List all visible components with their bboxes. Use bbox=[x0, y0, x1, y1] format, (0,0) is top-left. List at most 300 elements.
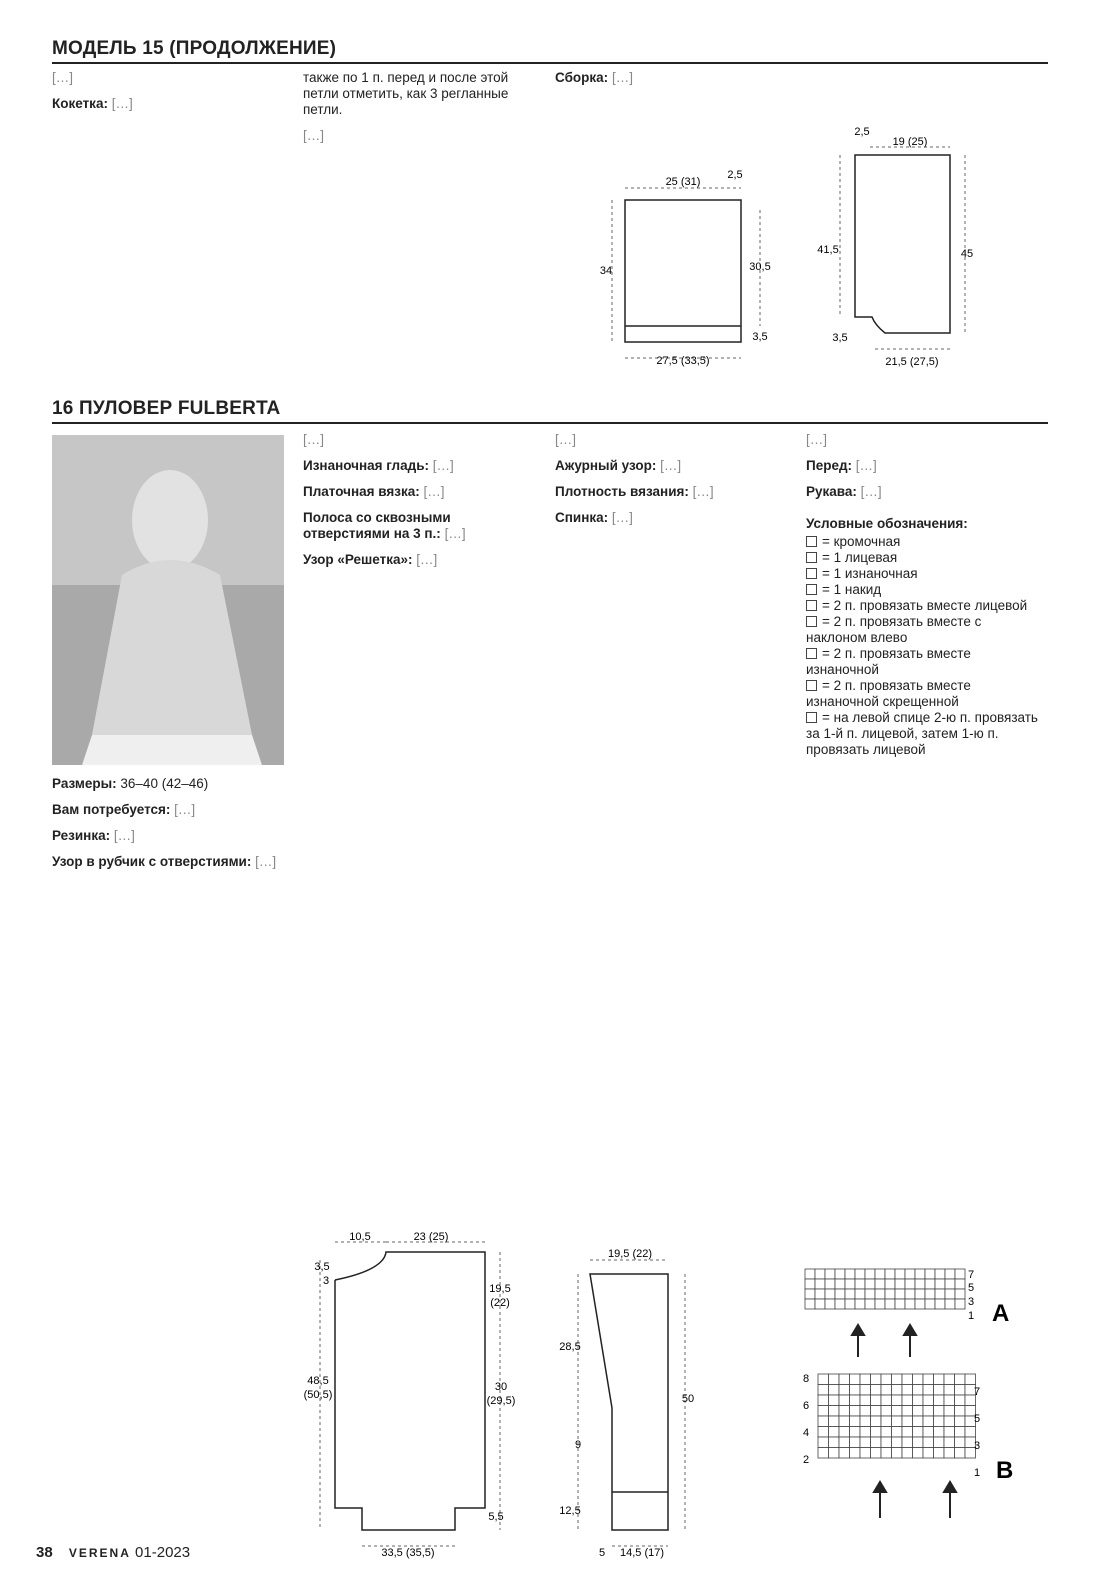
model16-column-2 bbox=[303, 432, 535, 578]
placeholder-text: […] bbox=[555, 432, 577, 447]
chart-b-diagram bbox=[800, 1368, 1050, 1528]
chart-cell bbox=[913, 1416, 924, 1427]
chart-cell bbox=[815, 1269, 825, 1279]
model16-column-4 bbox=[806, 432, 1044, 758]
schematic-label: 5 bbox=[598, 1547, 606, 1559]
chart-row-label: 3 bbox=[974, 1440, 981, 1452]
yoke-label: Кокетка: bbox=[52, 96, 108, 111]
lace-label: Ажурный узор: bbox=[555, 458, 657, 473]
schematic-label: (29,5) bbox=[486, 1395, 516, 1407]
chart-cell bbox=[955, 1279, 965, 1289]
chart-cell bbox=[913, 1374, 924, 1385]
chart-cell bbox=[825, 1299, 835, 1309]
chart-cell bbox=[934, 1406, 945, 1417]
legend-item: = 2 п. провязать вместе изнаночной bbox=[806, 646, 971, 677]
cross-symbol bbox=[806, 712, 817, 723]
page-footer bbox=[36, 1544, 190, 1561]
legend-item: = 1 накид bbox=[806, 582, 1044, 598]
chart-a-diagram bbox=[800, 1265, 1050, 1375]
schematic-label: 2,5 bbox=[854, 126, 870, 138]
legend-item: = 2 п. провязать вместе с наклоном влево bbox=[806, 614, 982, 645]
chart-cell bbox=[825, 1269, 835, 1279]
chart-cell bbox=[860, 1427, 871, 1438]
page-title-model16: 16 ПУЛОВЕР FULBERTA bbox=[52, 398, 281, 419]
assembly-label: Сборка: bbox=[555, 70, 609, 85]
schematic-label: 27,5 (33,5) bbox=[656, 355, 710, 367]
chart-row-label: 7 bbox=[974, 1386, 981, 1398]
chart-cell bbox=[915, 1289, 925, 1299]
chart-cell bbox=[850, 1437, 861, 1448]
placeholder-text: […] bbox=[855, 458, 877, 473]
chart-cell bbox=[875, 1299, 885, 1309]
chart-row-label: 5 bbox=[968, 1282, 975, 1294]
chart-cell bbox=[965, 1374, 976, 1385]
chart-cell bbox=[839, 1427, 850, 1438]
model15-column-3 bbox=[555, 70, 787, 96]
chart-cell bbox=[829, 1448, 840, 1459]
placeholder-text: […] bbox=[303, 128, 325, 143]
schematic-label: 45 bbox=[960, 248, 974, 260]
yarn-over-symbol bbox=[806, 584, 817, 595]
chart-cell bbox=[923, 1437, 934, 1448]
chart-cell bbox=[913, 1437, 924, 1448]
model15-sleeve-schematic bbox=[817, 125, 980, 375]
placeholder-text: […] bbox=[444, 526, 466, 541]
chart-cell bbox=[829, 1374, 840, 1385]
chart-cell bbox=[892, 1416, 903, 1427]
chart-cell bbox=[944, 1437, 955, 1448]
chart-cell bbox=[860, 1437, 871, 1448]
chart-cell bbox=[875, 1279, 885, 1289]
chart-cell bbox=[875, 1269, 885, 1279]
schematic-label: 19,5 bbox=[489, 1283, 511, 1295]
chart-cell bbox=[945, 1269, 955, 1279]
chart-cell bbox=[850, 1427, 861, 1438]
chart-cell bbox=[955, 1289, 965, 1299]
chart-cell bbox=[902, 1374, 913, 1385]
chart-cell bbox=[902, 1385, 913, 1396]
schematic-label: 2,5 bbox=[727, 169, 743, 181]
rib-eyelet-label: Узор в рубчик с отверстиями: bbox=[52, 854, 252, 869]
chart-cell bbox=[815, 1279, 825, 1289]
chart-cell bbox=[955, 1299, 965, 1309]
schematic-label: 12,5 bbox=[559, 1505, 581, 1517]
chart-cell bbox=[902, 1427, 913, 1438]
chart-cell bbox=[902, 1437, 913, 1448]
schematic-label: 19 (25) bbox=[892, 136, 928, 148]
schematic-label: 3,5 bbox=[832, 332, 848, 344]
chart-cell bbox=[944, 1416, 955, 1427]
magazine-name: VERENA bbox=[68, 1546, 131, 1560]
chart-cell bbox=[865, 1269, 875, 1279]
garter-label: Платочная вязка: bbox=[303, 484, 420, 499]
k2tog-symbol bbox=[806, 600, 817, 611]
placeholder-text: […] bbox=[860, 484, 882, 499]
chart-cell bbox=[855, 1279, 865, 1289]
lattice-label: Узор «Решетка»: bbox=[303, 552, 413, 567]
chart-cell bbox=[871, 1385, 882, 1396]
chart-cell bbox=[871, 1395, 882, 1406]
chart-cell bbox=[892, 1427, 903, 1438]
chart-cell bbox=[895, 1269, 905, 1279]
chart-cell bbox=[895, 1289, 905, 1299]
p2tog-symbol bbox=[806, 648, 817, 659]
chart-cell bbox=[871, 1448, 882, 1459]
chart-cell bbox=[839, 1374, 850, 1385]
chart-cell bbox=[839, 1385, 850, 1396]
chart-cell bbox=[871, 1416, 882, 1427]
chart-b-label: B bbox=[996, 1457, 1014, 1484]
chart-cell bbox=[835, 1269, 845, 1279]
chart-cell bbox=[915, 1299, 925, 1309]
chart-cell bbox=[850, 1406, 861, 1417]
chart-cell bbox=[935, 1269, 945, 1279]
chart-cell bbox=[934, 1385, 945, 1396]
chart-cell bbox=[829, 1416, 840, 1427]
chart-cell bbox=[850, 1395, 861, 1406]
chart-cell bbox=[902, 1416, 913, 1427]
placeholder-text: […] bbox=[113, 828, 135, 843]
chart-cell bbox=[860, 1395, 871, 1406]
chart-cell bbox=[860, 1385, 871, 1396]
chart-cell bbox=[818, 1406, 829, 1417]
chart-cell bbox=[955, 1374, 966, 1385]
chart-cell bbox=[818, 1448, 829, 1459]
chart-cell bbox=[850, 1416, 861, 1427]
chart-cell bbox=[865, 1279, 875, 1289]
chart-cell bbox=[935, 1299, 945, 1309]
chart-cell bbox=[881, 1437, 892, 1448]
chart-cell bbox=[881, 1416, 892, 1427]
chart-cell bbox=[881, 1385, 892, 1396]
chart-cell bbox=[881, 1427, 892, 1438]
chart-row-label: 4 bbox=[803, 1427, 810, 1439]
chart-cell bbox=[871, 1437, 882, 1448]
chart-a-label: A bbox=[992, 1300, 1010, 1327]
chart-cell bbox=[923, 1395, 934, 1406]
chart-cell bbox=[944, 1374, 955, 1385]
chart-cell bbox=[860, 1416, 871, 1427]
sleeves-label: Рукава: bbox=[806, 484, 857, 499]
model16-body-schematic bbox=[300, 1230, 530, 1560]
chart-cell bbox=[845, 1299, 855, 1309]
placeholder-text: […] bbox=[432, 458, 454, 473]
chart-cell bbox=[905, 1289, 915, 1299]
chart-cell bbox=[934, 1448, 945, 1459]
chart-cell bbox=[892, 1437, 903, 1448]
schematic-label: 25 (31) bbox=[665, 176, 701, 188]
chart-cell bbox=[895, 1279, 905, 1289]
p2tog-tbl-symbol bbox=[806, 680, 817, 691]
chart-cell bbox=[885, 1299, 895, 1309]
chart-cell bbox=[935, 1279, 945, 1289]
chart-cell bbox=[845, 1289, 855, 1299]
sizes-label: Размеры: bbox=[52, 776, 117, 791]
chart-cell bbox=[815, 1299, 825, 1309]
chart-cell bbox=[915, 1279, 925, 1289]
chart-cell bbox=[818, 1374, 829, 1385]
chart-cell bbox=[955, 1427, 966, 1438]
schematic-label: 21,5 (27,5) bbox=[885, 356, 939, 368]
schematic-label: 3,5 bbox=[314, 1261, 330, 1273]
legend-item: = кромочная bbox=[806, 534, 1044, 550]
chart-cell bbox=[934, 1395, 945, 1406]
legend-item: = 2 п. провязать вместе лицевой bbox=[806, 598, 1044, 614]
schematic-label: 34 bbox=[599, 265, 613, 277]
schematic-label: 30,5 bbox=[749, 261, 771, 273]
chart-cell bbox=[881, 1406, 892, 1417]
chart-cell bbox=[825, 1289, 835, 1299]
chart-cell bbox=[850, 1448, 861, 1459]
rib-label: Резинка: bbox=[52, 828, 111, 843]
chart-row-label: 3 bbox=[968, 1296, 975, 1308]
chart-cell bbox=[925, 1299, 935, 1309]
model15-column-1 bbox=[52, 70, 284, 122]
schematic-label: 3 bbox=[322, 1275, 330, 1287]
chart-cell bbox=[955, 1406, 966, 1417]
chart-row-label: 8 bbox=[803, 1373, 810, 1385]
chart-cell bbox=[871, 1406, 882, 1417]
model15-column-2 bbox=[303, 70, 535, 154]
legend-item: = на левой спице 2-ю п. провязать за 1-й п. лицевой, затем 1-ю п. провязать лицевой bbox=[806, 710, 1038, 757]
chart-cell bbox=[818, 1416, 829, 1427]
chart-cell bbox=[895, 1299, 905, 1309]
chart-cell bbox=[871, 1427, 882, 1438]
chart-cell bbox=[913, 1395, 924, 1406]
schematic-label: 19,5 (22) bbox=[607, 1248, 653, 1260]
chart-cell bbox=[955, 1416, 966, 1427]
chart-cell bbox=[892, 1385, 903, 1396]
chart-cell bbox=[881, 1448, 892, 1459]
chart-cell bbox=[855, 1269, 865, 1279]
chart-cell bbox=[945, 1289, 955, 1299]
chart-cell bbox=[944, 1395, 955, 1406]
chart-cell bbox=[839, 1437, 850, 1448]
placeholder-text: […] bbox=[660, 458, 682, 473]
chart-cell bbox=[892, 1406, 903, 1417]
chart-row-label: 5 bbox=[974, 1413, 981, 1425]
chart-cell bbox=[913, 1427, 924, 1438]
chart-cell bbox=[885, 1269, 895, 1279]
chart-cell bbox=[955, 1448, 966, 1459]
chart-cell bbox=[902, 1395, 913, 1406]
schematic-label: 48,5 bbox=[307, 1375, 329, 1387]
chart-cell bbox=[955, 1437, 966, 1448]
schematic-label: 5,5 bbox=[488, 1511, 504, 1523]
model15-body-schematic bbox=[600, 168, 780, 368]
chart-cell bbox=[829, 1427, 840, 1438]
model16-sleeve-schematic bbox=[550, 1230, 720, 1560]
placeholder-text: […] bbox=[174, 802, 196, 817]
model16-column-1 bbox=[52, 776, 284, 880]
placeholder-text: […] bbox=[806, 432, 828, 447]
chart-cell bbox=[892, 1374, 903, 1385]
placeholder-text: […] bbox=[111, 96, 133, 111]
chart-cell bbox=[805, 1289, 815, 1299]
chart-cell bbox=[955, 1385, 966, 1396]
chart-cell bbox=[944, 1406, 955, 1417]
chart-cell bbox=[865, 1299, 875, 1309]
chart-cell bbox=[815, 1289, 825, 1299]
chart-cell bbox=[805, 1269, 815, 1279]
chart-cell bbox=[829, 1406, 840, 1417]
chart-cell bbox=[825, 1279, 835, 1289]
chart-cell bbox=[829, 1437, 840, 1448]
chart-cell bbox=[845, 1279, 855, 1289]
legend-item: = 1 изнаночная bbox=[806, 566, 1044, 582]
schematic-label: 30 bbox=[494, 1381, 508, 1393]
schematic-label: 23 (25) bbox=[413, 1231, 449, 1243]
chart-cell bbox=[839, 1395, 850, 1406]
ssk-symbol bbox=[806, 616, 817, 627]
chart-cell bbox=[934, 1437, 945, 1448]
chart-cell bbox=[902, 1448, 913, 1459]
model15-col2-lead: также по 1 п. перед и после этой петли отметить, как 3 регланные петли. bbox=[303, 70, 509, 117]
chart-cell bbox=[905, 1279, 915, 1289]
chart-cell bbox=[923, 1427, 934, 1438]
placeholder-text: […] bbox=[423, 484, 445, 499]
chart-cell bbox=[805, 1279, 815, 1289]
placeholder-text: […] bbox=[52, 70, 74, 85]
chart-cell bbox=[944, 1427, 955, 1438]
chart-cell bbox=[892, 1395, 903, 1406]
chart-cell bbox=[805, 1299, 815, 1309]
chart-cell bbox=[818, 1385, 829, 1396]
chart-cell bbox=[855, 1289, 865, 1299]
placeholder-text: […] bbox=[692, 484, 714, 499]
chart-cell bbox=[885, 1279, 895, 1289]
rev-stst-label: Изнаночная гладь: bbox=[303, 458, 430, 473]
chart-cell bbox=[818, 1427, 829, 1438]
chart-cell bbox=[913, 1406, 924, 1417]
chart-cell bbox=[935, 1289, 945, 1299]
chart-cell bbox=[923, 1406, 934, 1417]
chart-cell bbox=[923, 1448, 934, 1459]
schematic-label: 3,5 bbox=[752, 331, 768, 343]
chart-row-label: 6 bbox=[803, 1400, 810, 1412]
schematic-label: (22) bbox=[490, 1297, 510, 1309]
legend-title: Условные обозначения: bbox=[806, 516, 968, 531]
model-photo bbox=[52, 435, 284, 765]
placeholder-text: […] bbox=[611, 70, 633, 85]
chart-cell bbox=[955, 1395, 966, 1406]
chart-cell bbox=[925, 1289, 935, 1299]
chart-cell bbox=[875, 1289, 885, 1299]
chart-cell bbox=[829, 1395, 840, 1406]
chart-cell bbox=[850, 1385, 861, 1396]
chart-cell bbox=[818, 1437, 829, 1448]
chart-cell bbox=[944, 1448, 955, 1459]
page-title-model15: МОДЕЛЬ 15 (ПРОДОЛЖЕНИЕ) bbox=[52, 38, 337, 59]
chart-cell bbox=[925, 1269, 935, 1279]
purl-symbol bbox=[806, 568, 817, 579]
schematic-label: 33,5 (35,5) bbox=[381, 1547, 435, 1559]
chart-cell bbox=[923, 1385, 934, 1396]
knit-symbol bbox=[806, 552, 817, 563]
back-label: Спинка: bbox=[555, 510, 609, 525]
needs-label: Вам потребуется: bbox=[52, 802, 171, 817]
chart-cell bbox=[860, 1448, 871, 1459]
chart-cell bbox=[892, 1448, 903, 1459]
chart-cell bbox=[944, 1385, 955, 1396]
chart-cell bbox=[965, 1427, 976, 1438]
chart-row-label: 2 bbox=[803, 1454, 810, 1466]
chart-cell bbox=[913, 1448, 924, 1459]
chart-cell bbox=[915, 1269, 925, 1279]
page-number: 38 bbox=[36, 1544, 53, 1561]
schematic-label: 41,5 bbox=[817, 244, 839, 256]
model16-column-3 bbox=[555, 432, 787, 536]
model-photo-illustration bbox=[52, 435, 284, 765]
schematic-label: 9 bbox=[574, 1439, 582, 1451]
chart-cell bbox=[871, 1374, 882, 1385]
chart-cell bbox=[860, 1406, 871, 1417]
schematic-label: 50 bbox=[681, 1393, 695, 1405]
placeholder-text: […] bbox=[416, 552, 438, 567]
chart-cell bbox=[850, 1374, 861, 1385]
chart-cell bbox=[839, 1406, 850, 1417]
chart-row-label: 1 bbox=[968, 1310, 975, 1322]
chart-cell bbox=[845, 1269, 855, 1279]
placeholder-text: […] bbox=[611, 510, 633, 525]
chart-cell bbox=[955, 1269, 965, 1279]
chart-cell bbox=[855, 1299, 865, 1309]
chart-cell bbox=[881, 1374, 892, 1385]
schematic-label: 14,5 (17) bbox=[619, 1547, 665, 1559]
edge-stitch-symbol bbox=[806, 536, 817, 547]
chart-cell bbox=[945, 1279, 955, 1289]
chart-cell bbox=[881, 1395, 892, 1406]
chart-cell bbox=[818, 1395, 829, 1406]
chart-cell bbox=[923, 1374, 934, 1385]
chart-cell bbox=[829, 1385, 840, 1396]
legend-item: = 2 п. провязать вместе изнаночной скрещенной bbox=[806, 678, 971, 709]
heading-rule bbox=[52, 422, 1048, 424]
front-label: Перед: bbox=[806, 458, 853, 473]
chart-cell bbox=[925, 1279, 935, 1289]
chart-cell bbox=[839, 1416, 850, 1427]
heading-rule bbox=[52, 62, 1048, 64]
chart-cell bbox=[934, 1374, 945, 1385]
eyelet-stripe-label: Полоса со сквозными отверстиями на 3 п.: bbox=[303, 510, 451, 541]
chart-cell bbox=[835, 1279, 845, 1289]
chart-cell bbox=[905, 1269, 915, 1279]
chart-cell bbox=[835, 1299, 845, 1309]
legend-item: = 1 лицевая bbox=[806, 550, 1044, 566]
chart-cell bbox=[835, 1289, 845, 1299]
chart-cell bbox=[934, 1416, 945, 1427]
schematic-label: 10,5 bbox=[349, 1231, 371, 1243]
chart-cell bbox=[934, 1427, 945, 1438]
chart-cell bbox=[860, 1374, 871, 1385]
schematic-label: 28,5 bbox=[559, 1341, 581, 1353]
sizes-value: 36–40 (42–46) bbox=[120, 776, 209, 791]
placeholder-text: […] bbox=[303, 432, 325, 447]
chart-row-label: 1 bbox=[974, 1467, 981, 1479]
chart-cell bbox=[945, 1299, 955, 1309]
chart-cell bbox=[839, 1448, 850, 1459]
schematic-label: (50,5) bbox=[303, 1389, 333, 1401]
issue-number: 01-2023 bbox=[135, 1544, 191, 1561]
gauge-label: Плотность вязания: bbox=[555, 484, 689, 499]
chart-cell bbox=[865, 1289, 875, 1299]
chart-row-label: 7 bbox=[968, 1269, 975, 1281]
chart-cell bbox=[885, 1289, 895, 1299]
chart-cell bbox=[905, 1299, 915, 1309]
chart-cell bbox=[923, 1416, 934, 1427]
chart-cell bbox=[913, 1385, 924, 1396]
chart-cell bbox=[902, 1406, 913, 1417]
